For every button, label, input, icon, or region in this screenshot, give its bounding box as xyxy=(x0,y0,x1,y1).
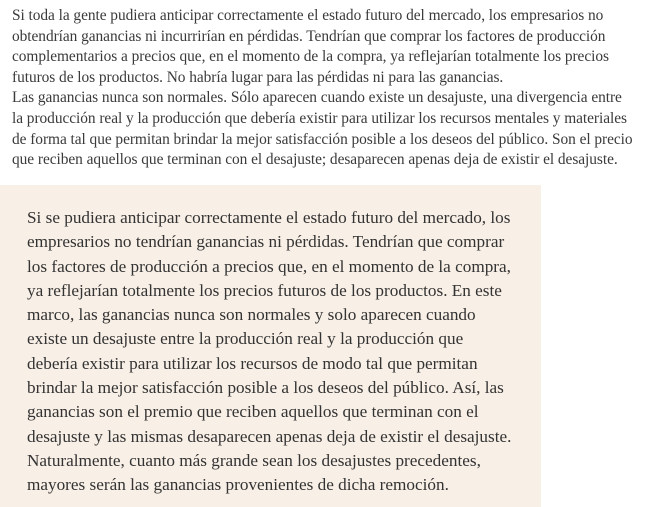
quote-line: marco, las ganancias nunca son normales y solo aparecen cuando xyxy=(27,305,476,325)
text-line: obtendrían ganancias ni incurrirían en pérdidas. Tendrían que comprar los factores de producción xyxy=(12,27,606,45)
quote-line: ya reflejarían totalmente los precios futuros de los productos. En este xyxy=(27,280,502,300)
text-line: Las ganancias nunca son normales. Sólo aparecen cuando existe un desajuste, una divergencia entre xyxy=(12,89,622,107)
quote-line: ganancias son el premio que reciben aquellos que terminan con el xyxy=(27,402,479,422)
highlighted-quote-box xyxy=(0,185,541,507)
text-line: la producción real y la producción que debería existir para utilizar los recursos mentales y materiales xyxy=(12,109,627,127)
quote-line: brindar la mejor satisfacción posible a los deseos del público. Así, las xyxy=(27,378,504,398)
text-line: que reciben aquellos que terminan con el desajuste; desaparecen apenas deja de existir el desajuste. xyxy=(12,151,618,169)
article-paragraph-1 xyxy=(12,6,650,88)
text-line: complementarios a precios que, en el momento de la compra, ya reflejarían totalmente los precios xyxy=(12,48,609,66)
quote-line: debería existir para utilizar los recursos de modo tal que permitan xyxy=(27,353,478,373)
quote-line: Naturalmente, cuanto más grande sean los desajustes precedentes, xyxy=(27,450,481,470)
text-line: Si toda la gente pudiera anticipar correctamente el estado futuro del mercado, los empresarios no xyxy=(12,7,604,24)
quote-text xyxy=(27,206,511,498)
quote-line: los factores de producción a precios que, en el momento de la compra, xyxy=(27,256,511,276)
article-paragraph-2 xyxy=(12,88,650,170)
text-line: futuros de los productos. No habría lugar para las pérdidas ni para las ganancias. xyxy=(12,68,504,86)
quote-line: mayores serán las ganancias provenientes de dicha remoción. xyxy=(27,475,449,495)
quote-line: existe un desajuste entre la producción real y la producción que xyxy=(27,329,464,349)
quote-line: desajuste y las mismas desaparecen apenas deja de existir el desajuste. xyxy=(27,426,512,446)
quote-line: empresarios no tendrían ganancias ni pérdidas. Tendrían que comprar xyxy=(27,232,505,252)
text-line: de forma tal que permitan brindar la mejor satisfacción posible a los deseos del público. Son el precio xyxy=(12,130,633,148)
article-text xyxy=(12,6,650,178)
quote-line: Si se pudiera anticipar correctamente el estado futuro del mercado, los xyxy=(27,208,511,227)
